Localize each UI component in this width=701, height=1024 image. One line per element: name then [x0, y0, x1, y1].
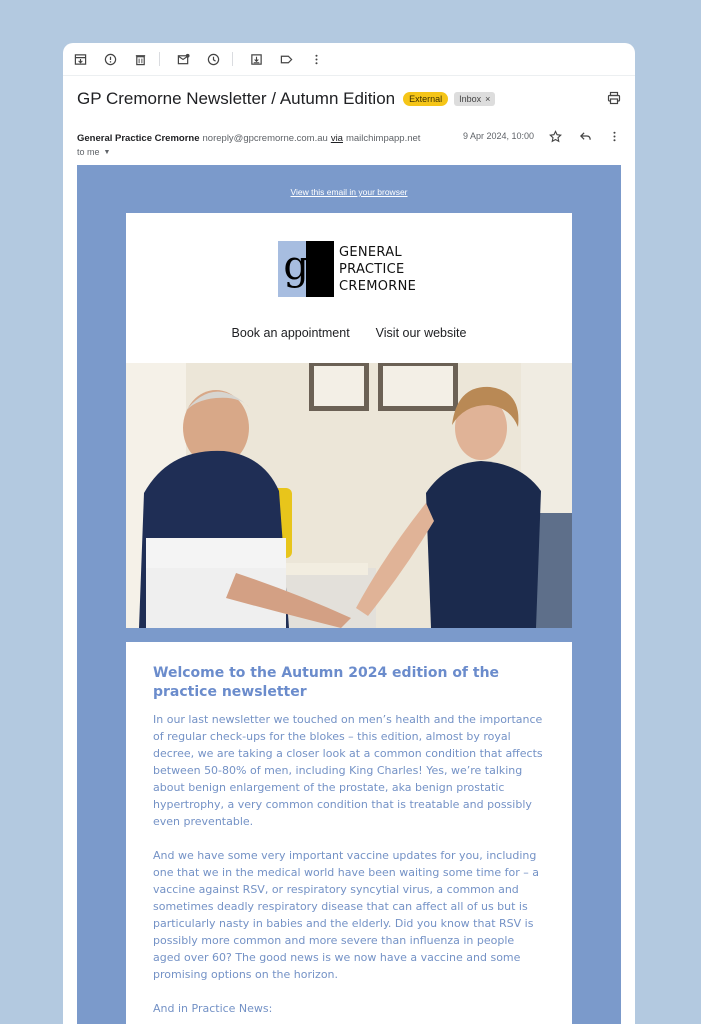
- logo-letters: gp: [283, 243, 329, 289]
- intro-paragraph: And we have some very important vaccine updates for you, including one that we in the medical world have been waiting some time for – a vaccine against RSV, or respiratory syncytial virus, a common and sometimes deadly respiratory disease that can affect all of us but is particularly nasty in babies and the elderly. Did you know that RSV is possibly more common and more severe than influenza in people aged over 60? The good news is we now have a vaccine and some promising options on the horizon.: [153, 849, 540, 981]
- print-icon[interactable]: [607, 91, 621, 105]
- logo-wordmark: GENERAL PRACTICE CREMORNE: [339, 244, 417, 294]
- email-window: [63, 43, 635, 1024]
- book-appointment-link[interactable]: Book an appointment: [231, 326, 350, 340]
- mark-unread-icon[interactable]: [176, 52, 190, 66]
- newsletter-nav: [126, 326, 572, 340]
- intro-paragraph: And in Practice News:: [153, 1002, 273, 1015]
- move-to-icon[interactable]: [249, 52, 263, 66]
- toolbar: [63, 43, 635, 76]
- reply-icon[interactable]: [579, 130, 592, 143]
- inbox-label: Inbox: [459, 94, 482, 104]
- inbox-label-chip[interactable]: [454, 92, 495, 106]
- external-badge: External: [403, 92, 448, 106]
- archive-icon[interactable]: [73, 52, 87, 66]
- logo-mark: [278, 241, 334, 297]
- chevron-down-icon: ▼: [103, 148, 111, 156]
- newsletter-header: [126, 213, 572, 363]
- sender-row: [77, 131, 621, 145]
- newsletter-body: [77, 165, 621, 1024]
- view-in-browser-link[interactable]: View this email in your browser: [290, 187, 408, 197]
- toolbar-divider: [232, 52, 233, 66]
- intro-headline: Welcome to the Autumn 2024 edition of the practice newsletter: [153, 665, 500, 700]
- visit-website-link[interactable]: Visit our website: [375, 326, 467, 340]
- delete-icon[interactable]: [133, 52, 147, 66]
- star-icon[interactable]: [549, 130, 562, 143]
- via-link[interactable]: via: [330, 132, 343, 144]
- via-domain: mailchimpapp.net: [345, 132, 421, 144]
- more-options-icon[interactable]: [608, 130, 621, 143]
- report-spam-icon[interactable]: [103, 52, 117, 66]
- newsletter-intro: [126, 642, 572, 1024]
- toolbar-divider: [159, 52, 160, 66]
- hero-photo-doctor-patient: [126, 363, 572, 628]
- practice-logo[interactable]: [278, 241, 416, 297]
- intro-paragraph: In our last newsletter we touched on men’s health and the importance of regular check-ups for the blokes – this edition, almost by royal decree, we are taking a closer look at a common condition that affects between 50-80% of men, including King Charles! Yes, we’re talking about benign enlargement of the prostate, aka benign prostatic hypertrophy, a very common condition that is treatable and possibly even preventable.: [153, 713, 543, 828]
- sender-email: noreply@gpcremorne.com.au: [202, 132, 328, 144]
- label-icon[interactable]: [279, 52, 293, 66]
- recipient-dropdown[interactable]: [77, 147, 110, 157]
- email-date: 9 Apr 2024, 10:00: [463, 131, 535, 141]
- more-icon[interactable]: [309, 52, 323, 66]
- sender-name[interactable]: General Practice Cremorne: [77, 132, 200, 144]
- email-subject: GP Cremorne Newsletter / Autumn Edition: [77, 89, 396, 108]
- recipient-label: to me: [77, 147, 100, 157]
- remove-label-icon[interactable]: ×: [485, 94, 491, 104]
- subject-row: [77, 87, 621, 111]
- snooze-icon[interactable]: [206, 52, 220, 66]
